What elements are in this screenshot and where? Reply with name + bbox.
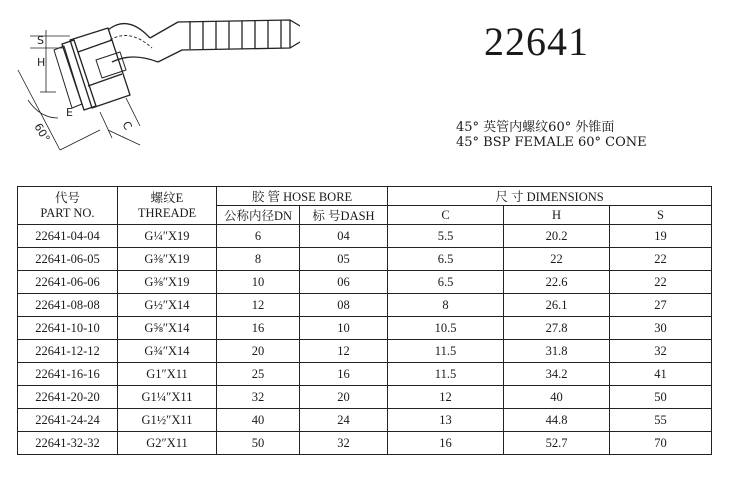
header-s: S [610,206,712,225]
cell-c: 13 [388,409,504,432]
label-e: E [66,106,73,119]
cell-c: 6.5 [388,271,504,294]
cell-part: 22641-06-05 [18,248,118,271]
cell-h: 22.6 [504,271,610,294]
cell-c: 12 [388,386,504,409]
label-angle: 60° [31,121,53,145]
cell-s: 70 [610,432,712,455]
cell-dn: 25 [217,363,300,386]
cell-dash: 12 [300,340,388,363]
cell-part: 22641-24-24 [18,409,118,432]
label-c: C [119,119,135,133]
header-row-main [18,187,712,206]
cell-c: 11.5 [388,363,504,386]
header-dash: 标 号DASH [300,206,388,225]
cell-h: 40 [504,386,610,409]
cell-s: 32 [610,340,712,363]
cell-s: 41 [610,363,712,386]
cell-dn: 6 [217,225,300,248]
cell-dash: 10 [300,317,388,340]
cell-thread: G1½″X11 [118,409,217,432]
label-h: H [37,56,46,69]
cell-dn: 8 [217,248,300,271]
header-thread: 螺纹E THREADE [118,187,217,225]
cell-dn: 40 [217,409,300,432]
cell-part: 22641-32-32 [18,432,118,455]
cell-part: 22641-04-04 [18,225,118,248]
cell-thread: G⅜″X19 [118,271,217,294]
cell-thread: G⅜″X19 [118,248,217,271]
cell-dn: 32 [217,386,300,409]
spec-table [17,186,712,455]
table-row [18,317,712,340]
cell-part: 22641-10-10 [18,317,118,340]
cell-thread: G¼″X19 [118,225,217,248]
cell-thread: G1″X11 [118,363,217,386]
label-s: S [37,34,44,47]
cell-h: 52.7 [504,432,610,455]
table-row [18,248,712,271]
table-row [18,409,712,432]
cell-dash: 20 [300,386,388,409]
cell-s: 30 [610,317,712,340]
cell-c: 10.5 [388,317,504,340]
header-dn: 公称内径DN [217,206,300,225]
cell-s: 22 [610,271,712,294]
cell-thread: G1¼″X11 [118,386,217,409]
cell-dash: 32 [300,432,388,455]
cell-h: 26.1 [504,294,610,317]
cell-thread: G2″X11 [118,432,217,455]
cell-dn: 16 [217,317,300,340]
table-row [18,294,712,317]
cell-dash: 08 [300,294,388,317]
cell-dn: 20 [217,340,300,363]
cell-dash: 05 [300,248,388,271]
table-row [18,432,712,455]
cell-dash: 04 [300,225,388,248]
header-h: H [504,206,610,225]
header-hose-bore: 胶 管 HOSE BORE [217,187,388,206]
cell-thread: G⅝″X14 [118,317,217,340]
header-part-no: 代号 PART NO. [18,187,118,225]
cell-part: 22641-20-20 [18,386,118,409]
cell-s: 22 [610,248,712,271]
cell-part: 22641-08-08 [18,294,118,317]
cell-dash: 16 [300,363,388,386]
cell-dn: 12 [217,294,300,317]
cell-c: 16 [388,432,504,455]
cell-h: 44.8 [504,409,610,432]
cell-part: 22641-06-06 [18,271,118,294]
cell-s: 27 [610,294,712,317]
table-row [18,340,712,363]
cell-c: 11.5 [388,340,504,363]
cell-h: 31.8 [504,340,610,363]
part-number-title: 22641 [484,19,589,64]
table-row [18,386,712,409]
cell-c: 5.5 [388,225,504,248]
cell-thread: G¾″X14 [118,340,217,363]
cell-part: 22641-16-16 [18,363,118,386]
table-row [18,271,712,294]
cell-s: 55 [610,409,712,432]
cell-thread: G½″X14 [118,294,217,317]
cell-dn: 10 [217,271,300,294]
table-row [18,225,712,248]
description-english: 45° BSP FEMALE 60° CONE [456,135,647,150]
elbow-bend [108,24,158,62]
cell-h: 34.2 [504,363,610,386]
cell-c: 8 [388,294,504,317]
cell-s: 19 [610,225,712,248]
description-chinese: 45° 英管内螺纹60° 外锥面 [456,120,615,135]
header-c: C [388,206,504,225]
cell-c: 6.5 [388,248,504,271]
cell-dash: 24 [300,409,388,432]
hose-tail [150,20,300,62]
cell-dn: 50 [217,432,300,455]
cell-part: 22641-12-12 [18,340,118,363]
cell-h: 22 [504,248,610,271]
cell-s: 50 [610,386,712,409]
cell-dash: 06 [300,271,388,294]
table-row [18,363,712,386]
cell-h: 20.2 [504,225,610,248]
fitting-drawing [0,0,300,175]
header-dimensions: 尺 寸 DIMENSIONS [388,187,712,206]
cell-h: 27.8 [504,317,610,340]
